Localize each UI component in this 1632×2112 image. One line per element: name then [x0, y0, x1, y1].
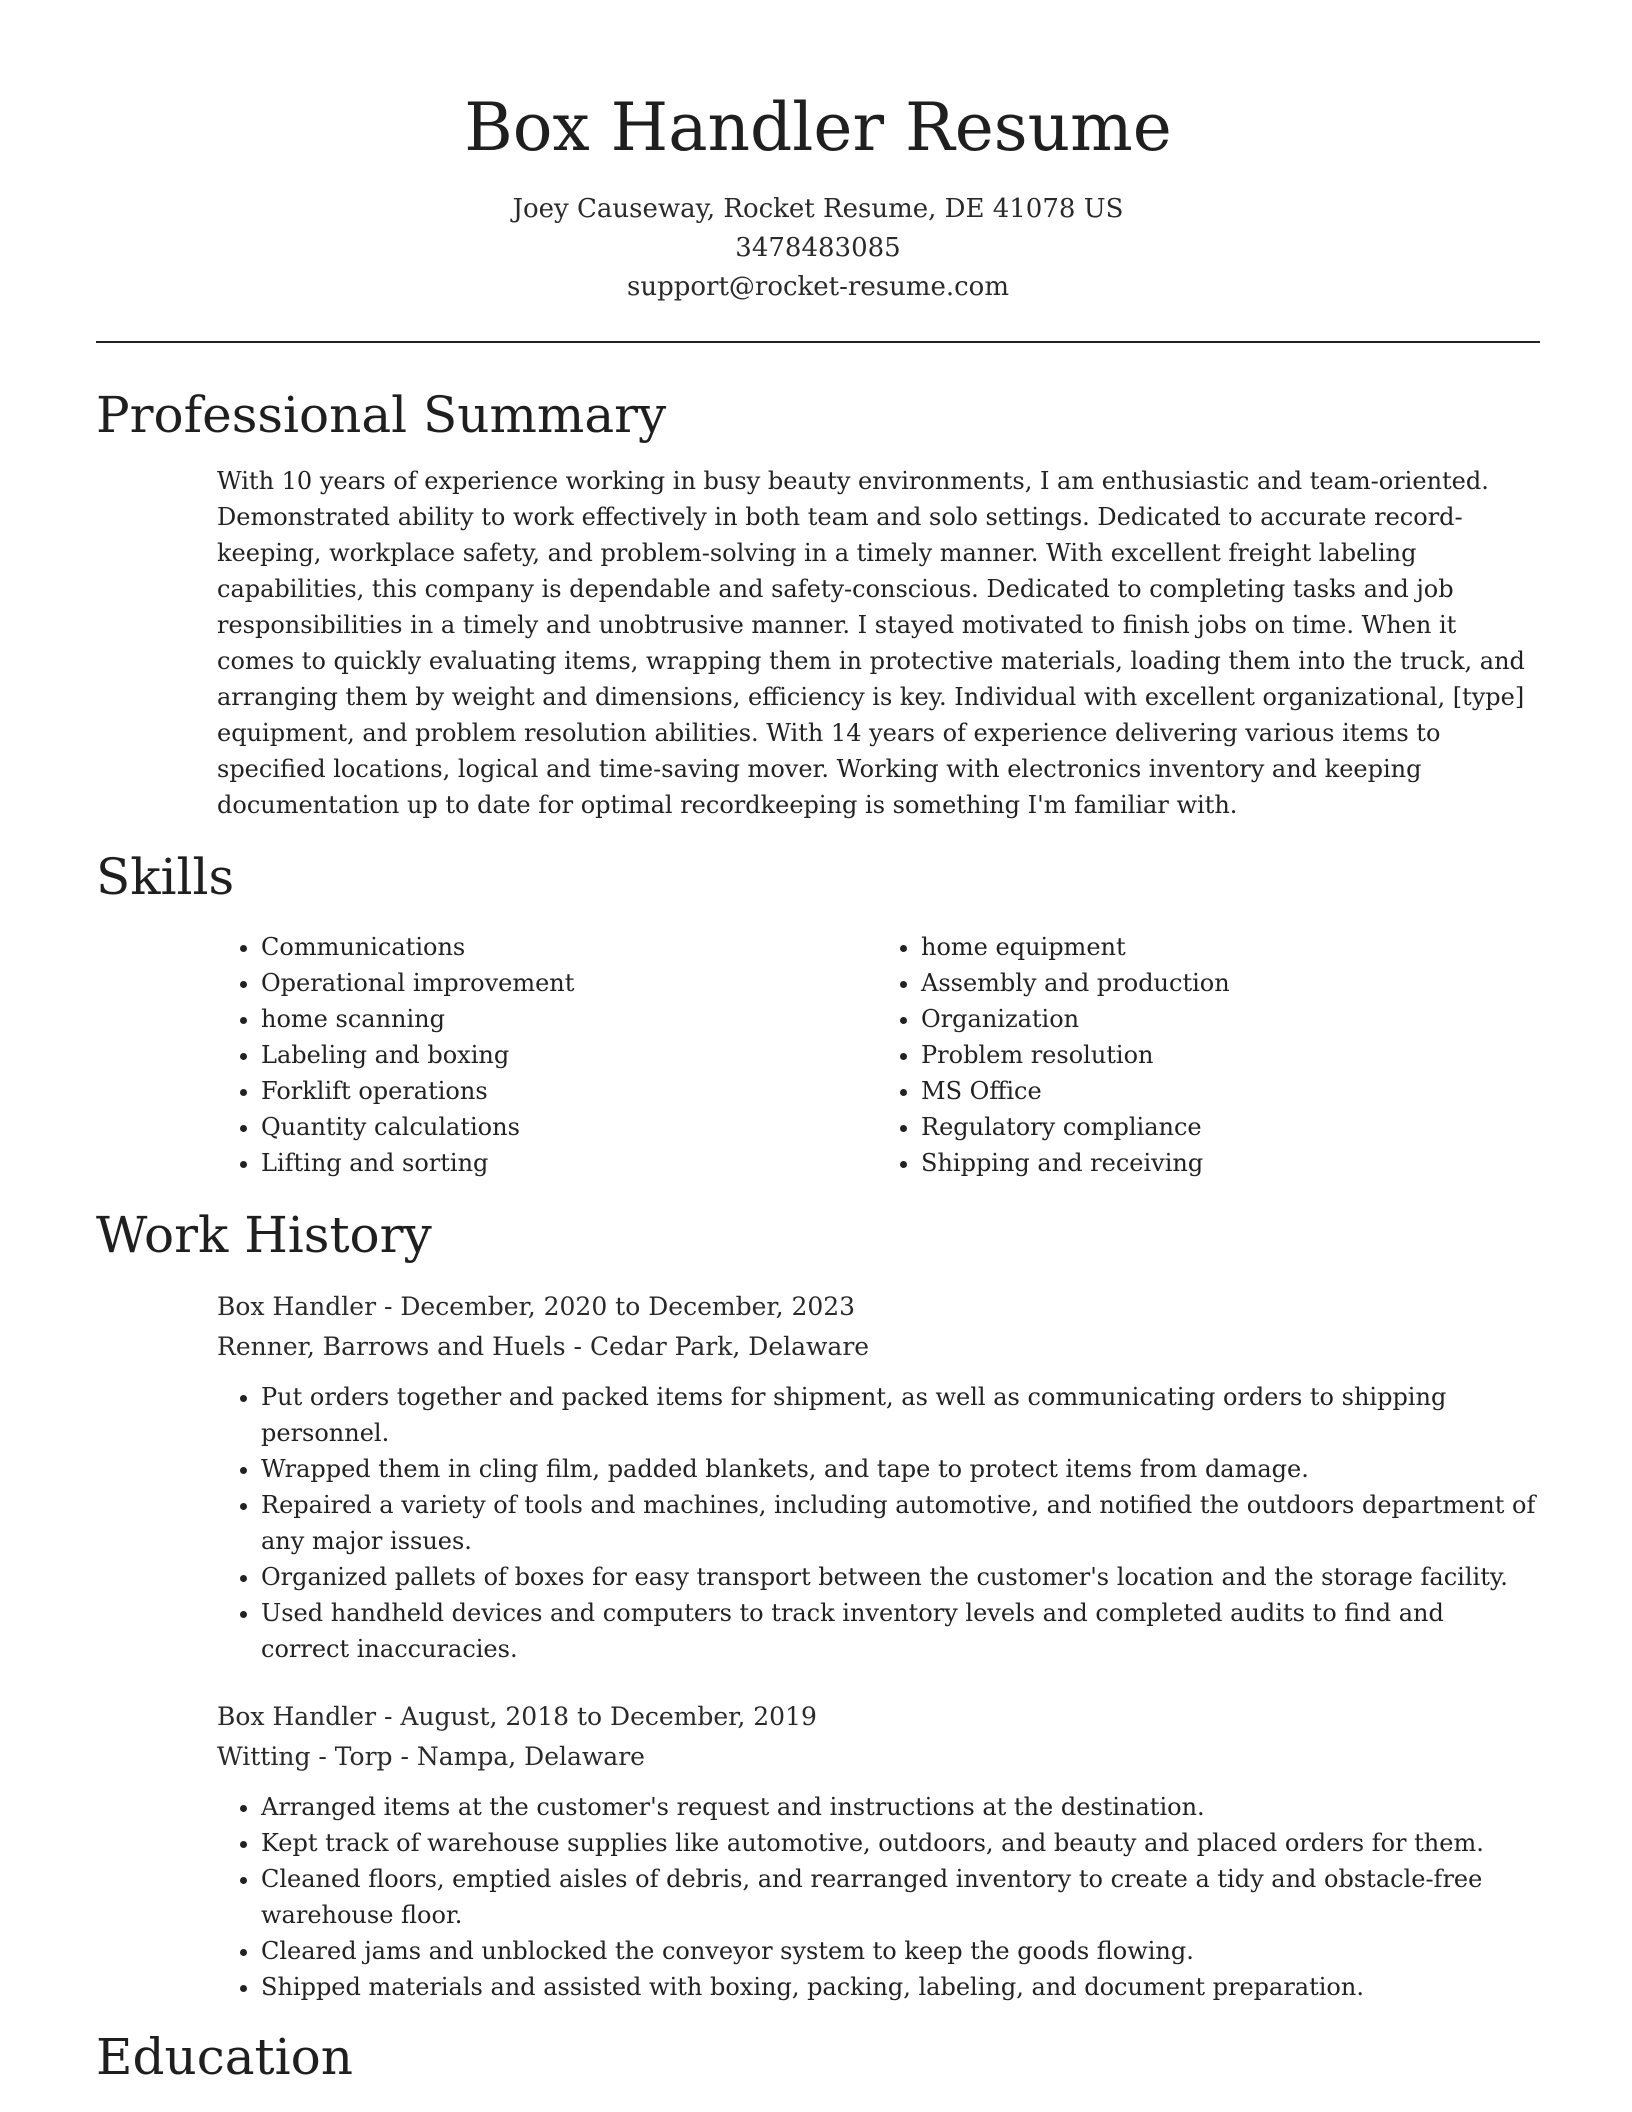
job-duty: • Arranged items at the customer's request and instructions at the destination. [261, 1789, 1537, 1825]
skill-item: • Assembly and production [921, 965, 1537, 1001]
job-duty: • Cleared jams and unblocked the conveyor system to keep the goods flowing. [261, 1933, 1537, 1969]
skill-item: • Communications [261, 929, 877, 965]
education-section [96, 2027, 1540, 2087]
job-duties-list [217, 1379, 1537, 1667]
job-company-line: Renner, Barrows and Huels - Cedar Park, Delaware [217, 1332, 870, 1361]
job-company: Renner, Barrows and Huels [217, 1332, 566, 1361]
skill-item: • Labeling and boxing [261, 1037, 877, 1073]
job-duty: • Repaired a variety of tools and machines, including automotive, and notified the outdoors department of any major issues. [261, 1487, 1537, 1559]
job-title-line: Box Handler - December, 2020 to December, 2023 [217, 1292, 856, 1321]
work-history-section [96, 1205, 1540, 2005]
contact-block [96, 190, 1540, 307]
skill-item: • home equipment [921, 929, 1537, 965]
job-duty: • Wrapped them in cling film, padded blankets, and tape to protect items from damage. [261, 1451, 1537, 1487]
job-duty: • Kept track of warehouse supplies like automotive, outdoors, and beauty and placed orders for them. [261, 1825, 1537, 1861]
job-duties-list [217, 1789, 1537, 2005]
skill-item: • Problem resolution [921, 1037, 1537, 1073]
skills-list-left [217, 929, 877, 1181]
professional-summary-section [96, 385, 1540, 823]
skill-item: • MS Office [921, 1073, 1537, 1109]
job-duty: • Shipped materials and assisted with boxing, packing, labeling, and document preparation. [261, 1969, 1537, 2005]
contact-address: Joey Causeway, Rocket Resume, DE 41078 US [512, 194, 1124, 224]
skill-item: • Organization [921, 1001, 1537, 1037]
skills-section [96, 847, 1540, 1181]
professional-summary-heading: Professional Summary [96, 386, 667, 444]
resume-page [96, 0, 1540, 2087]
job-title: Box Handler [217, 1702, 377, 1731]
work-history-heading: Work History [96, 1206, 432, 1264]
job-company: Witting - Torp [217, 1742, 393, 1771]
professional-summary-text: With 10 years of experience working in busy beauty environments, I am enthusiastic and team-oriented. Demonstrated ability to work effectively in both team and solo settings. Dedicated to accurate record-keeping, workplace safety, and problem-solving in a timely manner. With excellent freight labeling capabilities, this company is dependable and safety-conscious. Dedicated to completing tasks and job responsibilities in a timely and unobtrusive manner. I stayed motivated to finish jobs on time. When it comes to quickly evaluating items, wrapping them in protective materials, loading them into the truck, and arranging them by weight and dimensions, efficiency is key. Individual with excellent organizational, [type] equipment, and problem resolution abilities. With 14 years of experience delivering various items to specified locations, logical and time-saving mover. Working with electronics inventory and keeping documentation up to date for optimal recordkeeping is something I'm familiar with. [217, 467, 1525, 819]
skill-item: • Regulatory compliance [921, 1109, 1537, 1145]
contact-phone: 3478483085 [735, 233, 901, 263]
skill-item: • Lifting and sorting [261, 1145, 877, 1181]
job-entry [217, 1697, 1537, 2005]
education-heading: Education [96, 2028, 353, 2086]
header-divider [96, 341, 1540, 343]
job-title: Box Handler [217, 1292, 377, 1321]
job-dates: December, 2020 to December, 2023 [400, 1292, 856, 1321]
job-title-line: Box Handler - August, 2018 to December, 2019 [217, 1702, 817, 1731]
job-location: Nampa, Delaware [416, 1742, 645, 1771]
job-company-line: Witting - Torp - Nampa, Delaware [217, 1742, 645, 1771]
job-dates: August, 2018 to December, 2019 [400, 1702, 817, 1731]
skill-item: • home scanning [261, 1001, 877, 1037]
job-entry [217, 1287, 1537, 1667]
skill-item: • Forklift operations [261, 1073, 877, 1109]
job-duty: • Put orders together and packed items for shipment, as well as communicating orders to shipping personnel. [261, 1379, 1537, 1451]
job-duty: • Organized pallets of boxes for easy transport between the customer's location and the storage facility. [261, 1559, 1537, 1595]
skill-item: • Shipping and receiving [921, 1145, 1537, 1181]
skills-list-right [877, 929, 1537, 1181]
job-duty: • Used handheld devices and computers to track inventory levels and completed audits to find and correct inaccuracies. [261, 1595, 1537, 1667]
job-location: Cedar Park, Delaware [589, 1332, 870, 1361]
skills-columns [217, 929, 1537, 1181]
skills-heading: Skills [96, 848, 235, 906]
skill-item: • Operational improvement [261, 965, 877, 1001]
contact-email: support@rocket-resume.com [626, 272, 1009, 302]
skill-item: • Quantity calculations [261, 1109, 877, 1145]
resume-title: Box Handler Resume [464, 89, 1172, 166]
job-duty: • Cleaned floors, emptied aisles of debris, and rearranged inventory to create a tidy and obstacle-free warehouse floor. [261, 1861, 1537, 1933]
